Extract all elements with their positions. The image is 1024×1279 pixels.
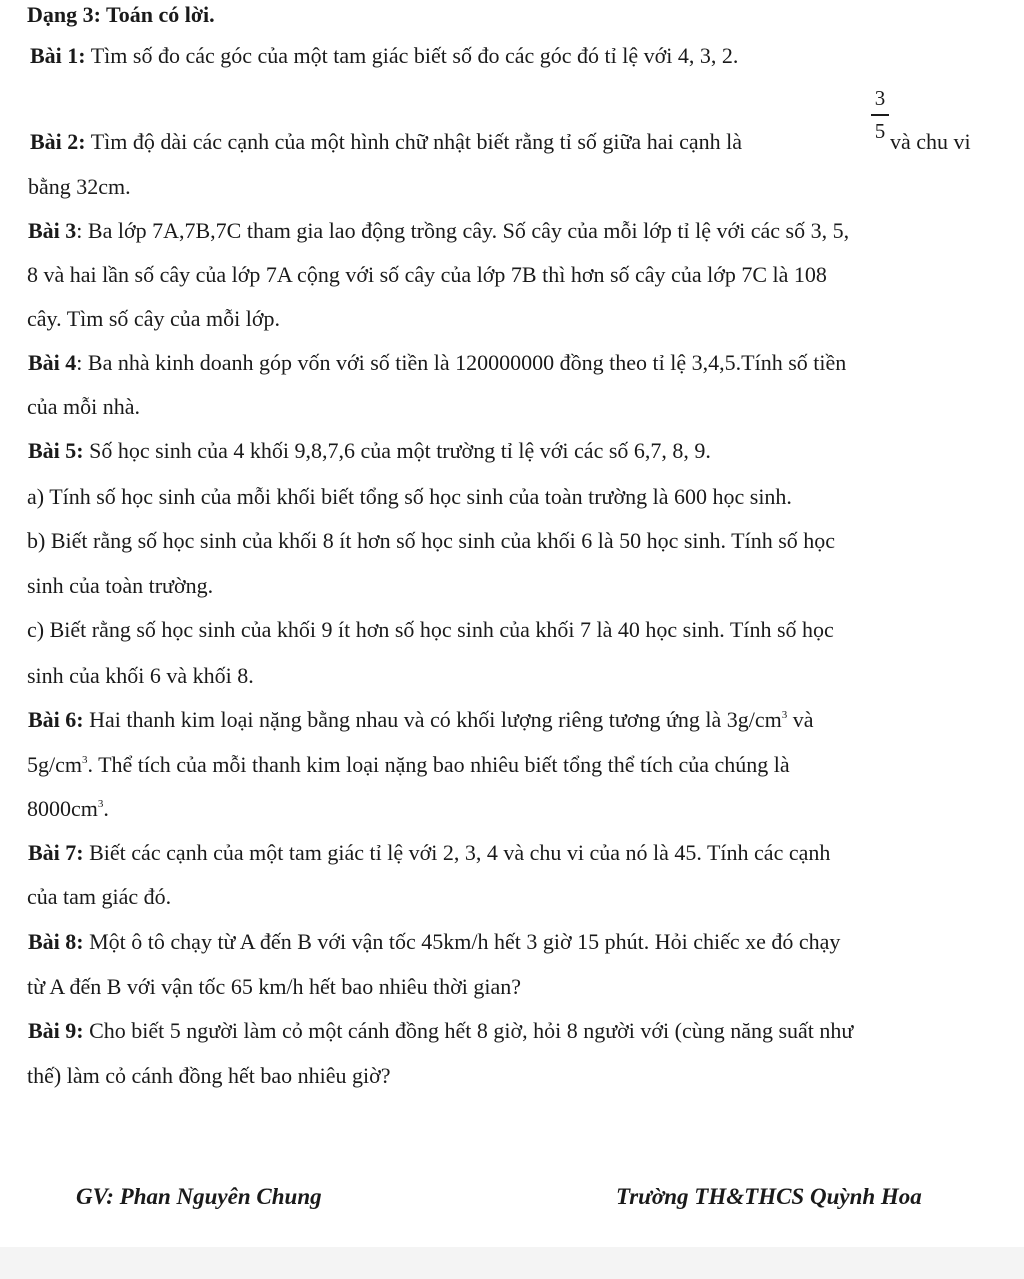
problem-text: cây. Tìm số cây của mỗi lớp. — [27, 306, 280, 331]
problem-6 — [28, 707, 814, 733]
problem-text: 8 và hai lần số cây của lớp 7A cộng với số cây của lớp 7B thì hơn số cây của lớp 7C là 108 — [27, 262, 827, 287]
fraction-numerator: 3 — [874, 86, 886, 110]
problem-9 — [28, 1018, 853, 1044]
problem-text: Tìm độ dài các cạnh của một hình chữ nhật biết rằng tỉ số giữa hai cạnh là — [85, 129, 742, 154]
problem-text: và chu vi — [890, 129, 971, 154]
problem-text — [27, 796, 109, 822]
problem-text: và — [787, 707, 814, 732]
teacher-name: GV: Phan Nguyên Chung — [76, 1184, 322, 1209]
problem-text: : Ba nhà kinh doanh góp vốn với số tiền là 120000000 đồng theo tỉ lệ 3,4,5.Tính số tiền — [76, 350, 847, 375]
problem-text: bằng 32cm. — [28, 174, 131, 199]
unit-text: 8000cm — [27, 796, 98, 821]
page-heading: Dạng 3: Toán có lời. — [27, 2, 215, 27]
problem-label: Bài 8: — [28, 929, 84, 954]
problem-text: : Ba lớp 7A,7B,7C tham gia lao động trồng cây. Số cây của mỗi lớp tỉ lệ với các số 3, 5, — [76, 218, 850, 243]
page-bottom-edge — [0, 1247, 1024, 1279]
problem-label: Bài 5: — [28, 438, 84, 463]
school-name: Trường TH&THCS Quỳnh Hoa — [616, 1184, 922, 1209]
superscript: 3 — [82, 754, 88, 766]
problem-1 — [30, 43, 738, 69]
problem-4 — [28, 350, 846, 376]
problem-label: Bài 6: — [28, 707, 84, 732]
problem-5-part-c: c) Biết rằng số học sinh của khối 9 ít hơn số học sinh của khối 7 là 40 học sinh. Tính số học — [27, 617, 834, 642]
fraction-bar — [871, 114, 889, 116]
unit-text: 5g/cm — [27, 752, 82, 777]
superscript: 3 — [781, 709, 788, 721]
problem-text: Cho biết 5 người làm cỏ một cánh đồng hết 8 giờ, hỏi 8 người với (cùng năng suất như — [83, 1018, 854, 1043]
problem-text: Số học sinh của 4 khối 9,8,7,6 của một trường tỉ lệ với các số 6,7, 8, 9. — [83, 438, 711, 463]
problem-text: của tam giác đó. — [27, 884, 172, 909]
problem-text: . — [103, 796, 109, 821]
problem-label: Bài 2: — [30, 129, 86, 154]
problem-text: của mỗi nhà. — [27, 394, 141, 419]
problem-text: sinh của khối 6 và khối 8. — [27, 663, 254, 688]
problem-3 — [28, 218, 849, 244]
problem-text: . Thể tích của mỗi thanh kim loại nặng bao nhiêu biết tổng thể tích của chúng là — [87, 752, 790, 777]
problem-text: Một ô tô chạy từ A đến B với vận tốc 45km/h hết 3 giờ 15 phút. Hỏi chiếc xe đó chạy — [83, 929, 841, 954]
problem-text — [27, 752, 790, 778]
problem-label: Bài 3 — [28, 218, 77, 243]
problem-text: thế) làm cỏ cánh đồng hết bao nhiêu giờ? — [27, 1063, 391, 1088]
problem-8 — [28, 929, 840, 955]
problem-text: Biết các cạnh của một tam giác tỉ lệ với 2, 3, 4 và chu vi của nó là 45. Tính các cạnh — [83, 840, 831, 865]
fraction-three-fifths — [871, 88, 889, 142]
problem-label: Bài 4 — [28, 350, 77, 375]
problem-5 — [28, 438, 711, 464]
problem-label: Bài 9: — [28, 1018, 84, 1043]
problem-text: Tìm số đo các góc của một tam giác biết số đo các góc đó tỉ lệ với 4, 3, 2. — [85, 43, 739, 68]
problem-7 — [28, 840, 830, 866]
problem-5-part-b: b) Biết rằng số học sinh của khối 8 ít hơn số học sinh của khối 6 là 50 học sinh. Tính số học — [27, 528, 836, 553]
problem-text: Hai thanh kim loại nặng bằng nhau và có khối lượng riêng tương ứng là 3g/cm — [83, 707, 782, 732]
problem-5-part-a: a) Tính số học sinh của mỗi khối biết tổng số học sinh của toàn trường là 600 học sinh. — [27, 484, 792, 509]
problem-text: từ A đến B với vận tốc 65 km/h hết bao nhiêu thời gian? — [27, 974, 522, 999]
problem-2 — [30, 129, 742, 155]
problem-text: sinh của toàn trường. — [27, 573, 214, 598]
problem-label: Bài 7: — [28, 840, 84, 865]
problem-label: Bài 1: — [30, 43, 86, 68]
fraction-denominator: 5 — [874, 118, 886, 143]
superscript: 3 — [97, 798, 104, 810]
